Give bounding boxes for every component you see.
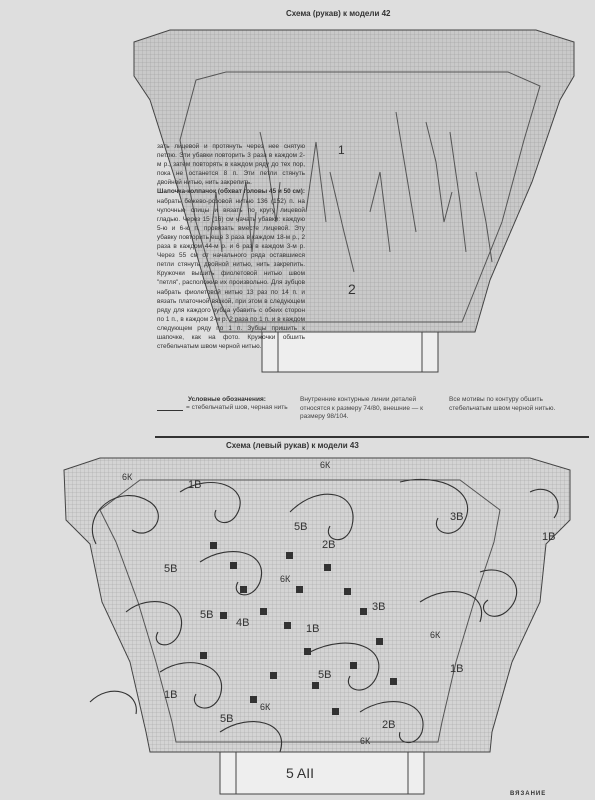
motif-label: 1В (450, 663, 464, 675)
motif-label: 1В (306, 623, 320, 635)
motif-label: 6К (280, 574, 291, 584)
motif-label: 6К (320, 460, 331, 470)
motif-label: 2В (382, 719, 396, 731)
motif-label: 5В (318, 669, 332, 681)
top-chart-title: Схема (рукав) к модели 42 (286, 9, 391, 18)
motif-label: 1В (542, 531, 556, 543)
motif-label: 5В (220, 713, 234, 725)
motif-label: 5В (200, 609, 214, 621)
motif-label: 5В (164, 563, 178, 575)
bottom-sleeve-chart (60, 452, 580, 797)
note-sizes: Внутренние контурные линии деталей относятся к размеру 74/80, внешние — к размеру 98/104. (300, 396, 423, 420)
instructions-text (157, 142, 305, 351)
motif-label: 5В (294, 521, 308, 533)
bottom-outer-outline (64, 458, 570, 752)
section-divider (155, 436, 589, 438)
top-label-1: 1 (338, 143, 345, 157)
hat-instructions: набрать бежево-розовой нитью 136 (152) п. на чулочные спицы и вязать по кругу лицевой гладью. Через 15 (16) см начать убавки: каждую 5-ю и 6-ю п. провязать вместе лицевой. Эту убавку повторить еще 3 раза в каждом 18-м р., 2 раза в каждом 44-м р. и 6 раз в каждом 3-м р. Через 55 см от начального ряда оставшиеся петли стянуть двойной нитью, нить закрепить. Кружочки вышить фиолетовой нитью швом "петля", расположив их произвольно. Для зубцов набрать фиолетовой нитью 13 раз по 14 п. и вязать платочной вязкой, при этом в следующем ряду для каждого зубца убавить с обеих сторон по 1 п., в каждом 2-м р. 2 раза по 1 п. и в каждом следующем ряду по 1 п. Зубцы пришить к шапочке, как на фото. Кружочки обшить стебельчатым швом черной нитью. (157, 197, 305, 351)
magazine-footer: ВЯЗАНИЕ (510, 791, 547, 797)
motif-label: 3В (450, 511, 464, 523)
motif-label: 6К (260, 702, 271, 712)
motif-label: 3В (372, 601, 386, 613)
motif-label: 4В (236, 617, 250, 629)
motif-label: 2В (322, 539, 336, 551)
motif-label: 6К (430, 630, 441, 640)
bottom-chart-title: Схема (левый рукав) к модели 43 (226, 441, 359, 450)
legend-title: Условные обозначения: (188, 396, 266, 403)
cuff-label: 5 AII (286, 765, 315, 781)
motif-label: 6К (122, 472, 133, 482)
top-label-2: 2 (348, 281, 356, 297)
instructions-intro: зать лицевой и протянуть через нее снятую петлю. Эти убавки повторить 3 раза в каждом 2-м р., затем повторять в каждом ряду до тех пор, пока не останется 8 п. Эти петли стянуть двойной нитью, нить закрепить. (157, 143, 305, 187)
note-motifs: Все мотивы по контуру обшить стебельчатым швом черной нитью. (449, 396, 556, 412)
motif-label: 6К (360, 736, 371, 746)
legend-line-icon (157, 410, 183, 411)
motif-label: 1В (164, 689, 178, 701)
motif-label: 1В (188, 479, 202, 491)
hat-heading: Шапочка-колпачок (обхват головы 45 и 50 см): (157, 188, 305, 196)
legend-item: = стебельчатый шов, черная нить (186, 404, 288, 411)
bottom-cuff (220, 752, 424, 794)
